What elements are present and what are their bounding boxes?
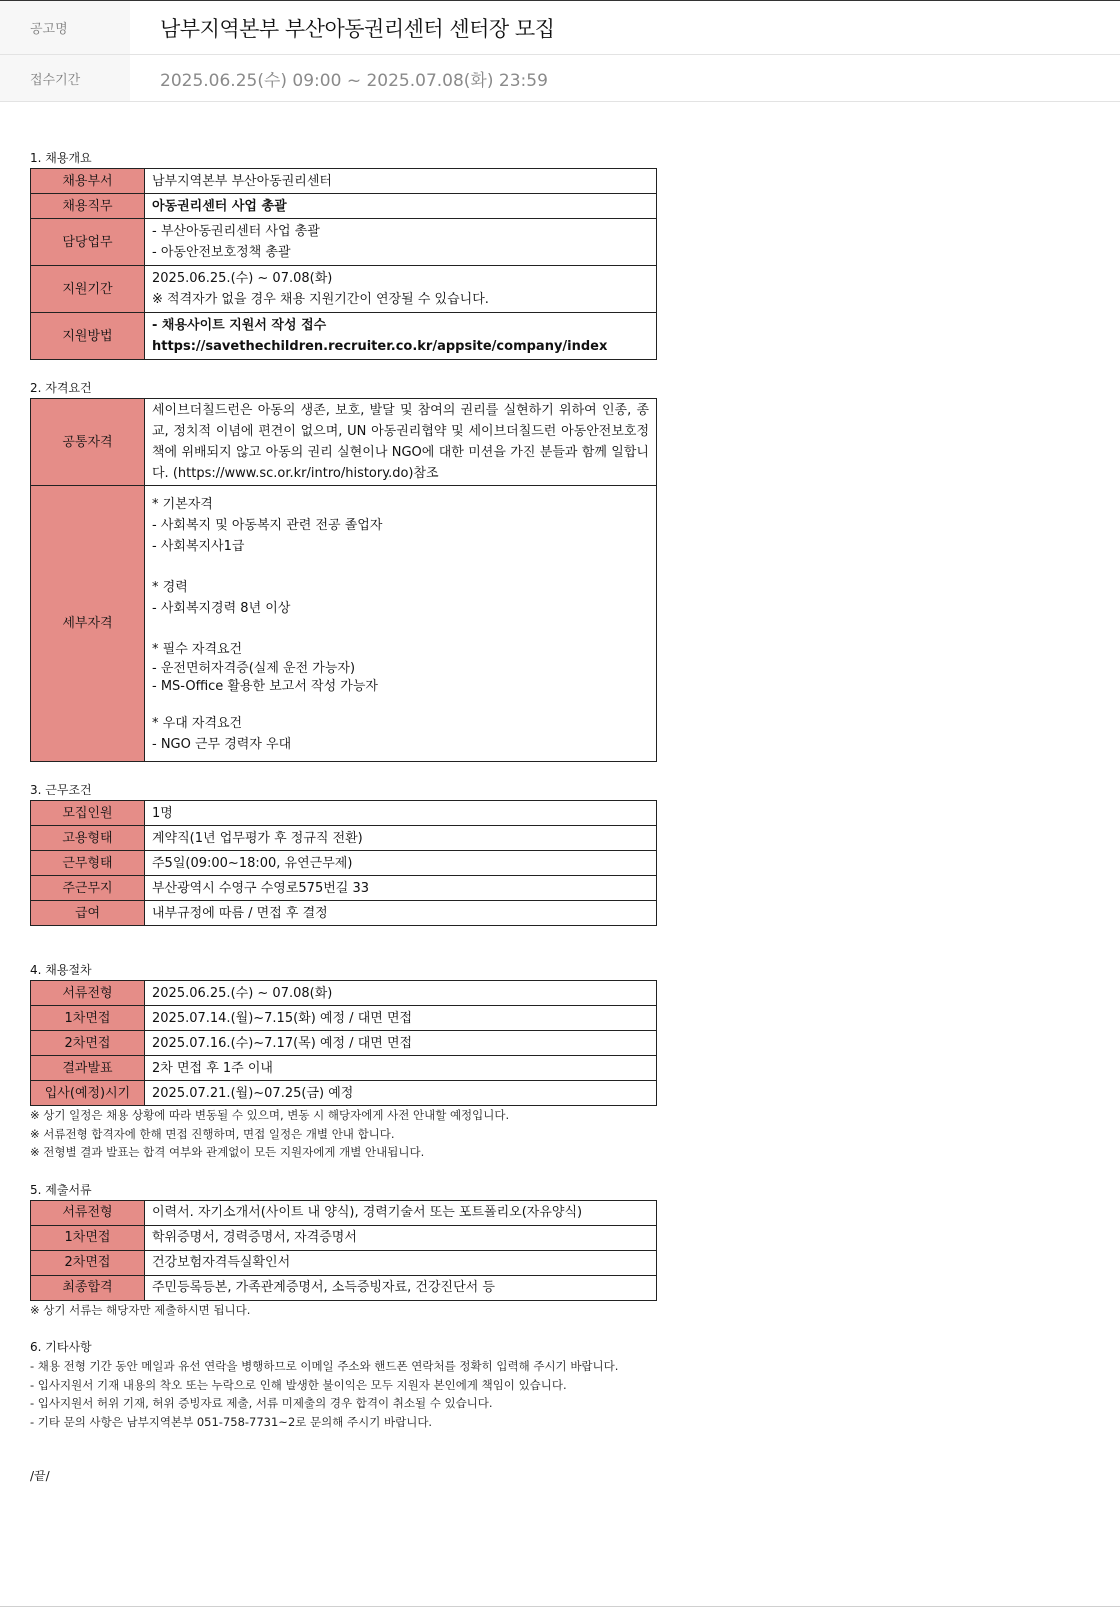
dept-label: 채용부서 [31,169,145,194]
career-title: * 경력 [152,580,188,595]
documents-table [30,1200,657,1301]
etc-line: - 입사지원서 기재 내용의 착오 또는 누락으로 인해 발생한 불이익은 모두 지원자 본인에게 책임이 있습니다. [30,1377,567,1392]
apply-period-line-1: 2025.06.25.(수) ~ 07.08(화) [152,271,333,286]
duty-value [145,219,657,266]
posting-body [30,150,1090,1484]
cond-label: 근무형태 [31,851,145,876]
step-label: 서류전형 [31,981,145,1006]
basic-line-2: - 사회복지사1급 [152,539,245,554]
common-label: 공통자격 [31,399,145,486]
title-label: 공고명 [0,1,130,54]
cond-value: 주5일(09:00~18:00, 유연근무제) [145,851,657,876]
apply-period-value [145,266,657,313]
doc-label: 서류전형 [31,1200,145,1225]
cond-label: 주근무지 [31,876,145,901]
doc-label: 1차면접 [31,1225,145,1250]
basic-title: * 기본자격 [152,497,213,512]
doc-value: 주민등록등본, 가족관계증명서, 소득증빙자료, 건강진단서 등 [145,1275,657,1300]
cond-label: 모집인원 [31,801,145,826]
cond-value: 계약직(1년 업무평가 후 정규직 전환) [145,826,657,851]
apply-period-label: 지원기간 [31,266,145,313]
doc-value: 이력서. 자기소개서(사이트 내 양식), 경력기술서 또는 포트폴리오(자유양식) [145,1200,657,1225]
section-6-title: 6. 기타사항 [30,1340,92,1354]
documents-note: ※ 상기 서류는 해당자만 제출하시면 됩니다. [30,1302,251,1317]
apply-period-line-2: ※ 적격자가 없을 경우 채용 지원기간이 연장될 수 있습니다. [152,292,489,307]
process-note: ※ 상기 일정은 채용 상황에 따라 변동될 수 있으며, 변동 시 해당자에게 사전 안내할 예정입니다. [30,1108,510,1122]
detail-label: 세부자격 [31,486,145,762]
section-5-title: 5. 제출서류 [30,1182,92,1197]
method-line-1: - 채용사이트 지원서 작성 접수 [152,318,327,333]
etc-line: - 기타 문의 사항은 남부지역본부 051-758-7731~2로 문의해 주시기 바랍니다. [30,1414,433,1429]
doc-label: 최종합격 [31,1275,145,1300]
method-label: 지원방법 [31,313,145,360]
cond-value: 부산광역시 수영구 수영로575번길 33 [145,876,657,901]
job-value: 아동권리센터 사업 총괄 [145,194,657,219]
process-note: ※ 전형별 결과 발표는 합격 여부와 관계없이 모든 지원자에게 개별 안내됩니다. [30,1145,425,1159]
recruit-site-link[interactable]: https://savethechildren.recruiter.co.kr/appsite/company/index [152,339,608,354]
qualification-table [30,398,657,762]
required-line-1: - 운전면허자격증(실제 운전 가능자) [152,661,356,676]
step-value: 2025.07.16.(수)~7.17(목) 예정 / 대면 면접 [145,1031,657,1056]
period-value: 2025.06.25(수) 09:00 ~ 2025.07.08(화) 23:59 [160,70,548,91]
work-conditions-table [30,800,657,926]
process-note: ※ 서류전형 합격자에 한해 면접 진행하며, 면접 일정은 개별 안내 합니다. [30,1126,395,1141]
step-label: 입사(예정)시기 [31,1081,145,1106]
step-label: 결과발표 [31,1056,145,1081]
duty-line-2: - 아동안전보호정책 총괄 [152,245,291,260]
step-label: 1차면접 [31,1006,145,1031]
duty-line-1: - 부산아동권리센터 사업 총괄 [152,224,320,239]
cond-value: 내부규정에 따름 / 면접 후 결정 [145,901,657,926]
section-3-title: 3. 근무조건 [30,783,92,797]
doc-value: 학위증명서, 경력증명서, 자격증명서 [145,1225,657,1250]
step-value: 2차 면접 후 1주 이내 [145,1056,657,1081]
doc-label: 2차면접 [31,1250,145,1275]
period-label: 접수기간 [0,55,130,101]
section-1-title: 1. 채용개요 [30,151,92,165]
dept-value: 남부지역본부 부산아동권리센터 [145,169,657,194]
job-label: 채용직무 [31,194,145,219]
step-value: 2025.07.14.(월)~7.15(화) 예정 / 대면 면접 [145,1006,657,1031]
common-value: 세이브더칠드런은 아동의 생존, 보호, 발달 및 참여의 권리를 실현하기 위하여 인종, 종교, 정치적 이념에 편견이 없으며, UN 아동권리협약 및 세이브더칠드런 아동안전보호정책에 위배되지 않고 아동의 권리 실현이나 NGO에 대한 미션을 가진 분들과 함께 일합니다. (https://www.sc.or.kr/intro/history.do)참조 [145,399,657,486]
preferred-line-1: - NGO 근무 경력자 우대 [152,737,292,752]
required-title: * 필수 자격요건 [152,642,243,657]
etc-line: - 채용 전형 기간 동안 메일과 유선 연락을 병행하므로 이메일 주소와 핸드폰 연락처를 정확히 입력해 주시기 바랍니다. [30,1359,619,1373]
preferred-title: * 우대 자격요건 [152,716,243,731]
step-value: 2025.07.21.(월)~07.25(금) 예정 [145,1081,657,1106]
detail-value [145,486,657,762]
cond-value: 1명 [145,801,657,826]
overview-table [30,168,657,360]
duty-label: 담당업무 [31,219,145,266]
doc-value: 건강보험자격득실확인서 [145,1250,657,1275]
section-4-title: 4. 채용절차 [30,963,92,977]
basic-line-1: - 사회복지 및 아동복지 관련 전공 졸업자 [152,518,383,533]
required-line-2: - MS-Office 활용한 보고서 작성 가능자 [152,679,378,694]
process-table [30,980,657,1106]
step-label: 2차면접 [31,1031,145,1056]
end-mark: /끝/ [30,1469,50,1483]
method-value [145,313,657,360]
cond-label: 급여 [31,901,145,926]
cond-label: 고용형태 [31,826,145,851]
career-line-1: - 사회복지경력 8년 이상 [152,601,291,616]
title-row [0,1,1120,55]
period-row [0,55,1120,102]
page-title: 남부지역본부 부산아동권리센터 센터장 모집 [160,16,555,41]
step-value: 2025.06.25.(수) ~ 07.08(화) [145,981,657,1006]
section-2-title: 2. 자격요건 [30,381,92,395]
etc-line: - 입사지원서 허위 기재, 허위 증빙자료 제출, 서류 미제출의 경우 합격이 취소될 수 있습니다. [30,1396,493,1410]
